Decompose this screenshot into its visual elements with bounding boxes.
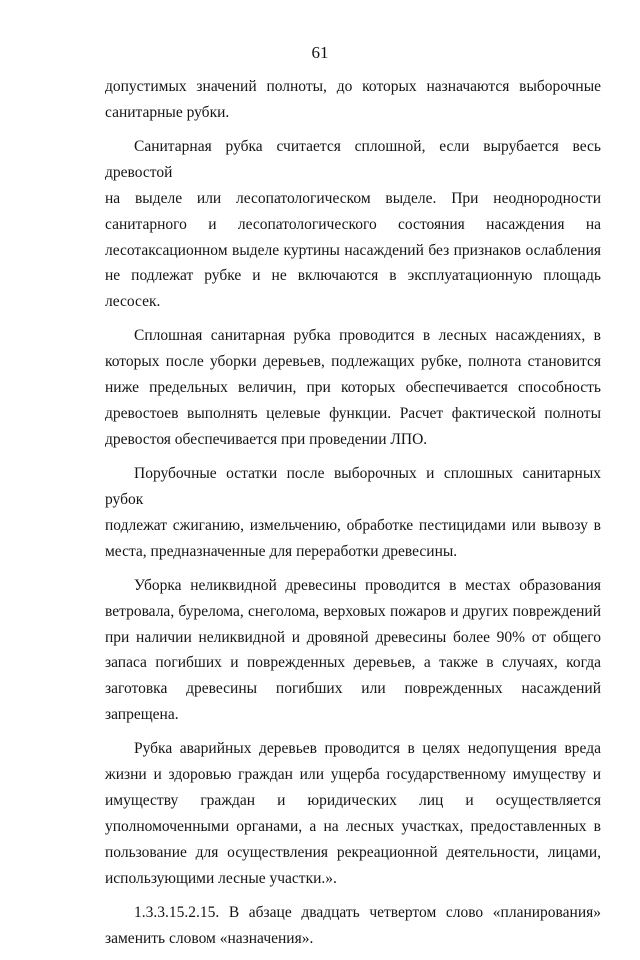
text-line: допустимых значений полноты, до которых назначаются выборочные — [105, 78, 601, 95]
text-line: которых после уборки деревьев, подлежащих рубке, полнота становится — [105, 353, 601, 371]
text-line: подлежат сжиганию, измельчению, обработке пестицидами или вывозу в — [105, 516, 601, 534]
text-line: запаса погибших и поврежденных деревьев, а также в случаях, когда — [105, 654, 601, 672]
text-line: древостоев выполнять целевые функции. Расчет фактической полноты — [105, 405, 601, 423]
text-line: санитарные рубки. — [105, 103, 230, 121]
text-line: использующими лесные участки.». — [105, 869, 337, 887]
paragraph — [105, 461, 601, 565]
text-line: Уборка неликвидной древесины проводится в местах образования — [134, 576, 601, 594]
text-line: Сплошная санитарная рубка проводится в лесных насаждениях, в — [134, 327, 601, 345]
text-line: при наличии неликвидной и дровяной древесины более 90% от общего — [105, 628, 601, 646]
text-line: заменить словом «назначения». — [105, 929, 314, 947]
text-line: лесотаксационном выделе куртины насаждений без признаков ослабления — [105, 241, 601, 259]
text-line: Рубка аварийных деревьев проводится в целях недопущения вреда — [134, 740, 601, 758]
text-line: на выделе или лесопатологическом выделе. При неоднородности — [105, 189, 601, 207]
paragraph — [105, 573, 601, 728]
paragraph — [105, 323, 601, 453]
document-body — [105, 74, 601, 960]
text-line: уполномоченными органами, а на лесных участках, предоставленных в — [105, 817, 601, 835]
text-line: не подлежат рубке и не включаются в эксплуатационную площадь лесосек. — [105, 267, 601, 311]
paragraph — [105, 74, 601, 126]
page-number: 61 — [311, 43, 329, 62]
text-line: 1.3.3.15.2.15. В абзаце двадцать четвертом слово «планирования» — [134, 903, 601, 921]
text-line: заготовка древесины погибших или поврежденных насаждений запрещена. — [105, 680, 601, 724]
text-line: Порубочные остатки после выборочных и сплошных санитарных рубок — [105, 464, 601, 508]
text-line: санитарного и лесопатологического состояния насаждения на — [105, 215, 601, 233]
text-line: имуществу граждан и юридических лиц и осуществляется — [105, 792, 601, 810]
text-line: места, предназначенные для переработки древесины. — [105, 542, 458, 560]
text-line: Санитарная рубка считается сплошной, если вырубается весь древостой — [105, 137, 601, 181]
text-line: ниже предельных величин, при которых обеспечивается способность — [105, 379, 601, 397]
paragraph — [105, 900, 601, 952]
text-line: ветровала, бурелома, снеголома, верховых пожаров и других повреждений — [105, 602, 601, 620]
paragraph — [105, 134, 601, 315]
paragraph — [105, 736, 601, 891]
text-line: жизни и здоровью граждан или ущерба государственному имуществу и — [105, 766, 601, 784]
text-line: пользование для осуществления рекреационной деятельности, лицами, — [105, 843, 601, 861]
text-line: древостоя обеспечивается при проведении ЛПО. — [105, 430, 428, 448]
